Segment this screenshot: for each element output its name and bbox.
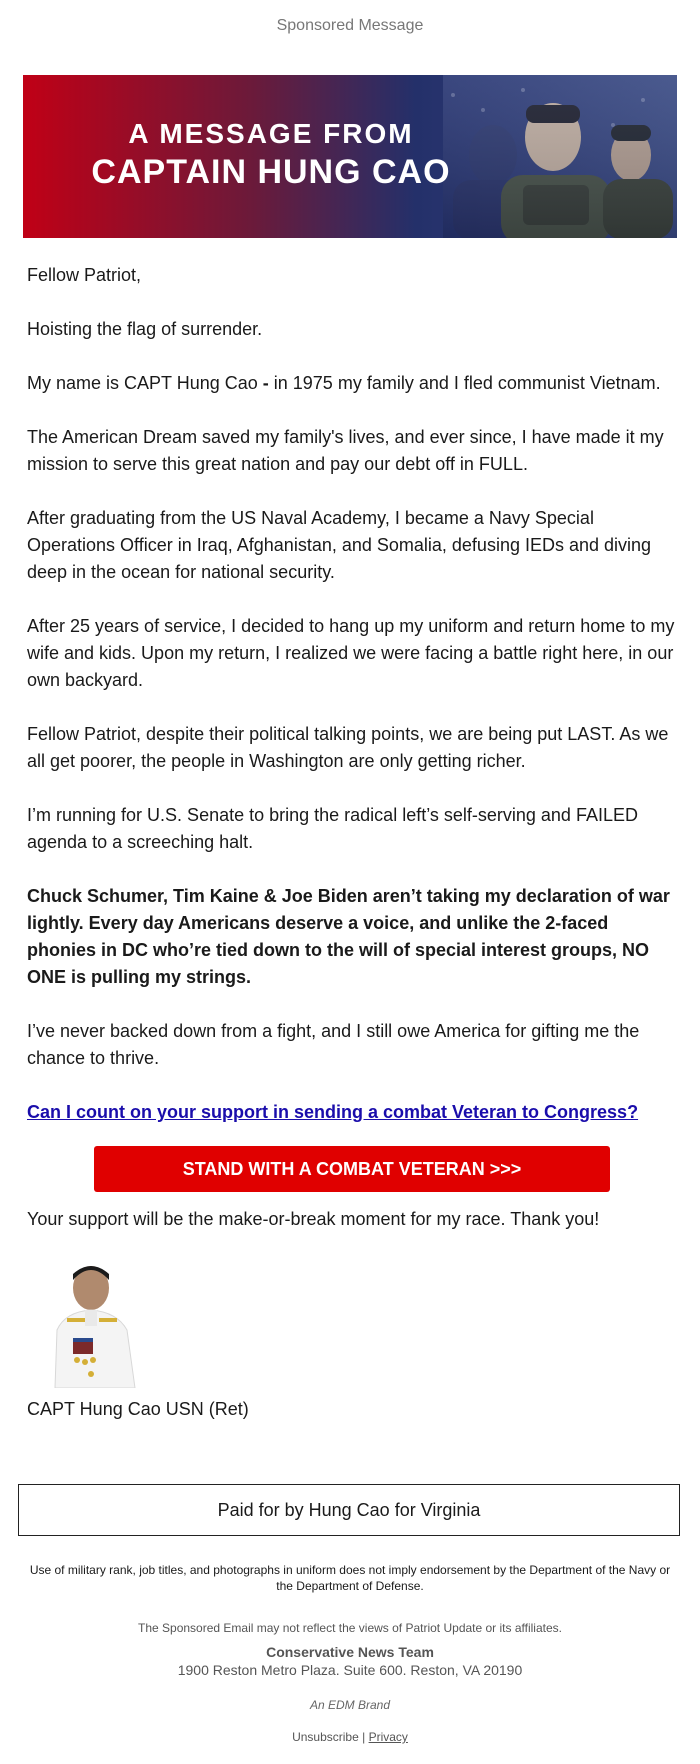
email-body bbox=[27, 262, 677, 1423]
banner-line1: A MESSAGE FROM bbox=[128, 118, 414, 149]
footer-address: 1900 Reston Metro Plaza. Suite 600. Reston, VA 20190 bbox=[177, 1662, 523, 1678]
sponsored-email-note: The Sponsored Email may not reflect the views of Patriot Update or its affiliates. bbox=[138, 1621, 562, 1635]
paragraph-2-dash: - bbox=[262, 373, 269, 393]
banner-line2: CAPTAIN HUNG CAO bbox=[91, 153, 451, 191]
footer-brand: An EDM Brand bbox=[309, 1698, 391, 1712]
paragraph-2 bbox=[27, 370, 677, 397]
paragraph-9: I’ve never backed down from a fight, and I still owe America for gifting me the chance to thrive. bbox=[27, 1021, 640, 1068]
footer-links bbox=[0, 1730, 700, 1744]
footer-organization: Conservative News Team bbox=[266, 1644, 434, 1660]
support-link-paragraph bbox=[27, 1099, 677, 1126]
paragraph-3: The American Dream saved my family's lives, and ever since, I have made it my mission to serve this great nation and pay our debt off in FULL. bbox=[27, 427, 664, 474]
candidate-photo bbox=[45, 1260, 145, 1388]
after-cta-text: Your support will be the make-or-break moment for my race. Thank you! bbox=[27, 1209, 600, 1229]
paragraph-2-start: My name is CAPT Hung Cao bbox=[27, 373, 263, 393]
sponsored-label: Sponsored Message bbox=[276, 17, 424, 34]
support-link[interactable]: Can I count on your support in sending a combat Veteran to Congress? bbox=[27, 1102, 639, 1122]
banner-graphic bbox=[23, 75, 677, 238]
footer-separator: | bbox=[362, 1730, 366, 1744]
cta-container bbox=[27, 1146, 677, 1192]
stand-with-veteran-button[interactable]: STAND WITH A COMBAT VETERAN >>> bbox=[94, 1146, 610, 1192]
paragraph-1: Hoisting the flag of surrender. bbox=[27, 319, 263, 339]
paragraph-5: After 25 years of service, I decided to hang up my uniform and return home to my wife and kids. Upon my return, I realized we were facing a battle right here, in our own backyard. bbox=[27, 616, 675, 690]
privacy-link[interactable]: Privacy bbox=[368, 1730, 408, 1744]
paragraph-8-bold: Chuck Schumer, Tim Kaine & Joe Biden aren’t taking my declaration of war lightly. Every day Americans deserve a voice, and unlike the 2-faced phonies in DC who’re tied down to the will of special interest groups, NO ONE is pulling my strings. bbox=[27, 886, 670, 987]
greeting: Fellow Patriot, bbox=[27, 265, 142, 285]
paragraph-6: Fellow Patriot, despite their political talking points, we are being put LAST. As we all get poorer, the people in Washington are only getting richer. bbox=[27, 724, 669, 771]
military-disclaimer: Use of military rank, job titles, and photographs in uniform does not imply endorsement by the Department of the Navy or the Department of Defense. bbox=[29, 1563, 671, 1593]
unsubscribe-link[interactable]: Unsubscribe bbox=[292, 1730, 359, 1744]
paragraph-7: I’m running for U.S. Senate to bring the radical left’s self-serving and FAILED agenda to a screeching halt. bbox=[27, 805, 638, 852]
header-banner[interactable] bbox=[23, 75, 677, 238]
paid-for-box: Paid for by Hung Cao for Virginia bbox=[18, 1484, 680, 1536]
paragraph-4: After graduating from the US Naval Academy, I became a Navy Special Operations Officer in Iraq, Afghanistan, and Somalia, defusing IEDs and diving deep in the ocean for national security. bbox=[27, 508, 652, 582]
signature-name: CAPT Hung Cao USN (Ret) bbox=[27, 1399, 249, 1419]
paragraph-2-end: in 1975 my family and I fled communist Vietnam. bbox=[268, 373, 661, 393]
